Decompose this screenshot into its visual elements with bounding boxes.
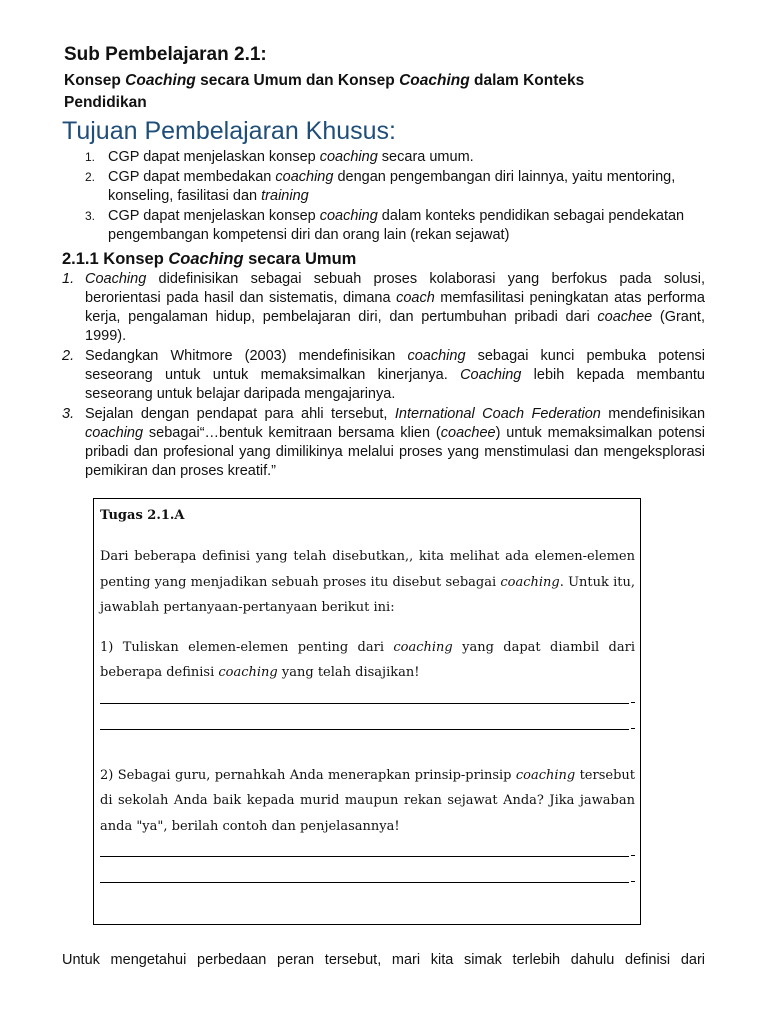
task-title: Tugas 2.1.A (100, 508, 185, 523)
task-question-1: 1) Tuliskan elemen-elemen penting dari coaching yang dapat diambil dari beberapa definisi coaching yang telah disajikan! (100, 639, 635, 680)
list-item: 1. CGP dapat menjelaskan konsep coaching secara umum. (85, 149, 474, 165)
list-item: 2. CGP dapat membedakan coaching dengan pengembangan diri lainnya, yaitu mentoring, konseling, fasilitasi dan training (85, 168, 676, 204)
task-box (93, 498, 641, 925)
list-item: 3. CGP dapat menjelaskan konsep coaching dalam konteks pendidikan sebagai pendekatan pengembangan kompetensi diri dan orang lain (rekan sejawat) (85, 207, 685, 243)
objectives-list (62, 148, 705, 246)
document-page (62, 44, 706, 968)
definitions-list (62, 270, 705, 482)
answer-line[interactable] (100, 856, 629, 857)
section-heading: 2.1.1 Konsep Coaching secara Umum (62, 249, 357, 268)
sub-lesson-title: Sub Pembelajaran 2.1: (64, 44, 267, 65)
closing-paragraph: Untuk mengetahui perbedaan peran tersebut, mari kita simak terlebih dahulu definisi dari (62, 952, 705, 968)
list-item: 3. Sejalan dengan pendapat para ahli tersebut, International Coach Federation mendefinisikan coaching sebagai“…bentuk kemitraan bersama klien (coachee) untuk memaksimalkan potensi pribadi dan profesional yang dimilikinya melalui proses yang menstimulasi dan mengeksplorasi pemikiran dan proses kreatif.” (62, 405, 706, 480)
sub-lesson-heading: Konsep Coaching secara Umum dan Konsep Coaching dalam Konteks Pendidikan (64, 72, 585, 111)
objectives-title: Tujuan Pembelajaran Khusus: (62, 117, 396, 145)
answer-line[interactable] (100, 729, 629, 730)
task-intro: Dari beberapa definisi yang telah disebutkan,, kita melihat ada elemen-elemen penting yang menjadikan sebuah proses itu disebut sebagai coaching. Untuk itu, jawablah pertanyaan-pertanyaan berikut ini: (100, 549, 635, 615)
answer-line[interactable] (100, 703, 629, 704)
answer-line[interactable] (100, 882, 629, 883)
list-item: 2. Sedangkan Whitmore (2003) mendefinisikan coaching sebagai kunci pembuka potensi seseorang untuk untuk memaksimalkan kinerjanya. Coaching lebih kepada membantu seseorang untuk belajar daripada mengajarinya. (62, 347, 705, 403)
list-item: 1. Coaching didefinisikan sebagai sebuah proses kolaborasi yang berfokus pada solusi, berorientasi pada hasil dan sistematis, dimana coach memfasilitasi peningkatan atas performa kerja, pengalaman hidup, pembelajaran diri, dan pertumbuhan pribadi dari coachee (Grant, 1999). (62, 270, 705, 345)
task-question-2: 2) Sebagai guru, pernahkah Anda menerapkan prinsip-prinsip coaching tersebut di sekolah Anda baik kepada murid maupun rekan sejawat Anda? Jika jawaban anda "ya", berilah contoh dan penjelasannya! (100, 767, 635, 834)
